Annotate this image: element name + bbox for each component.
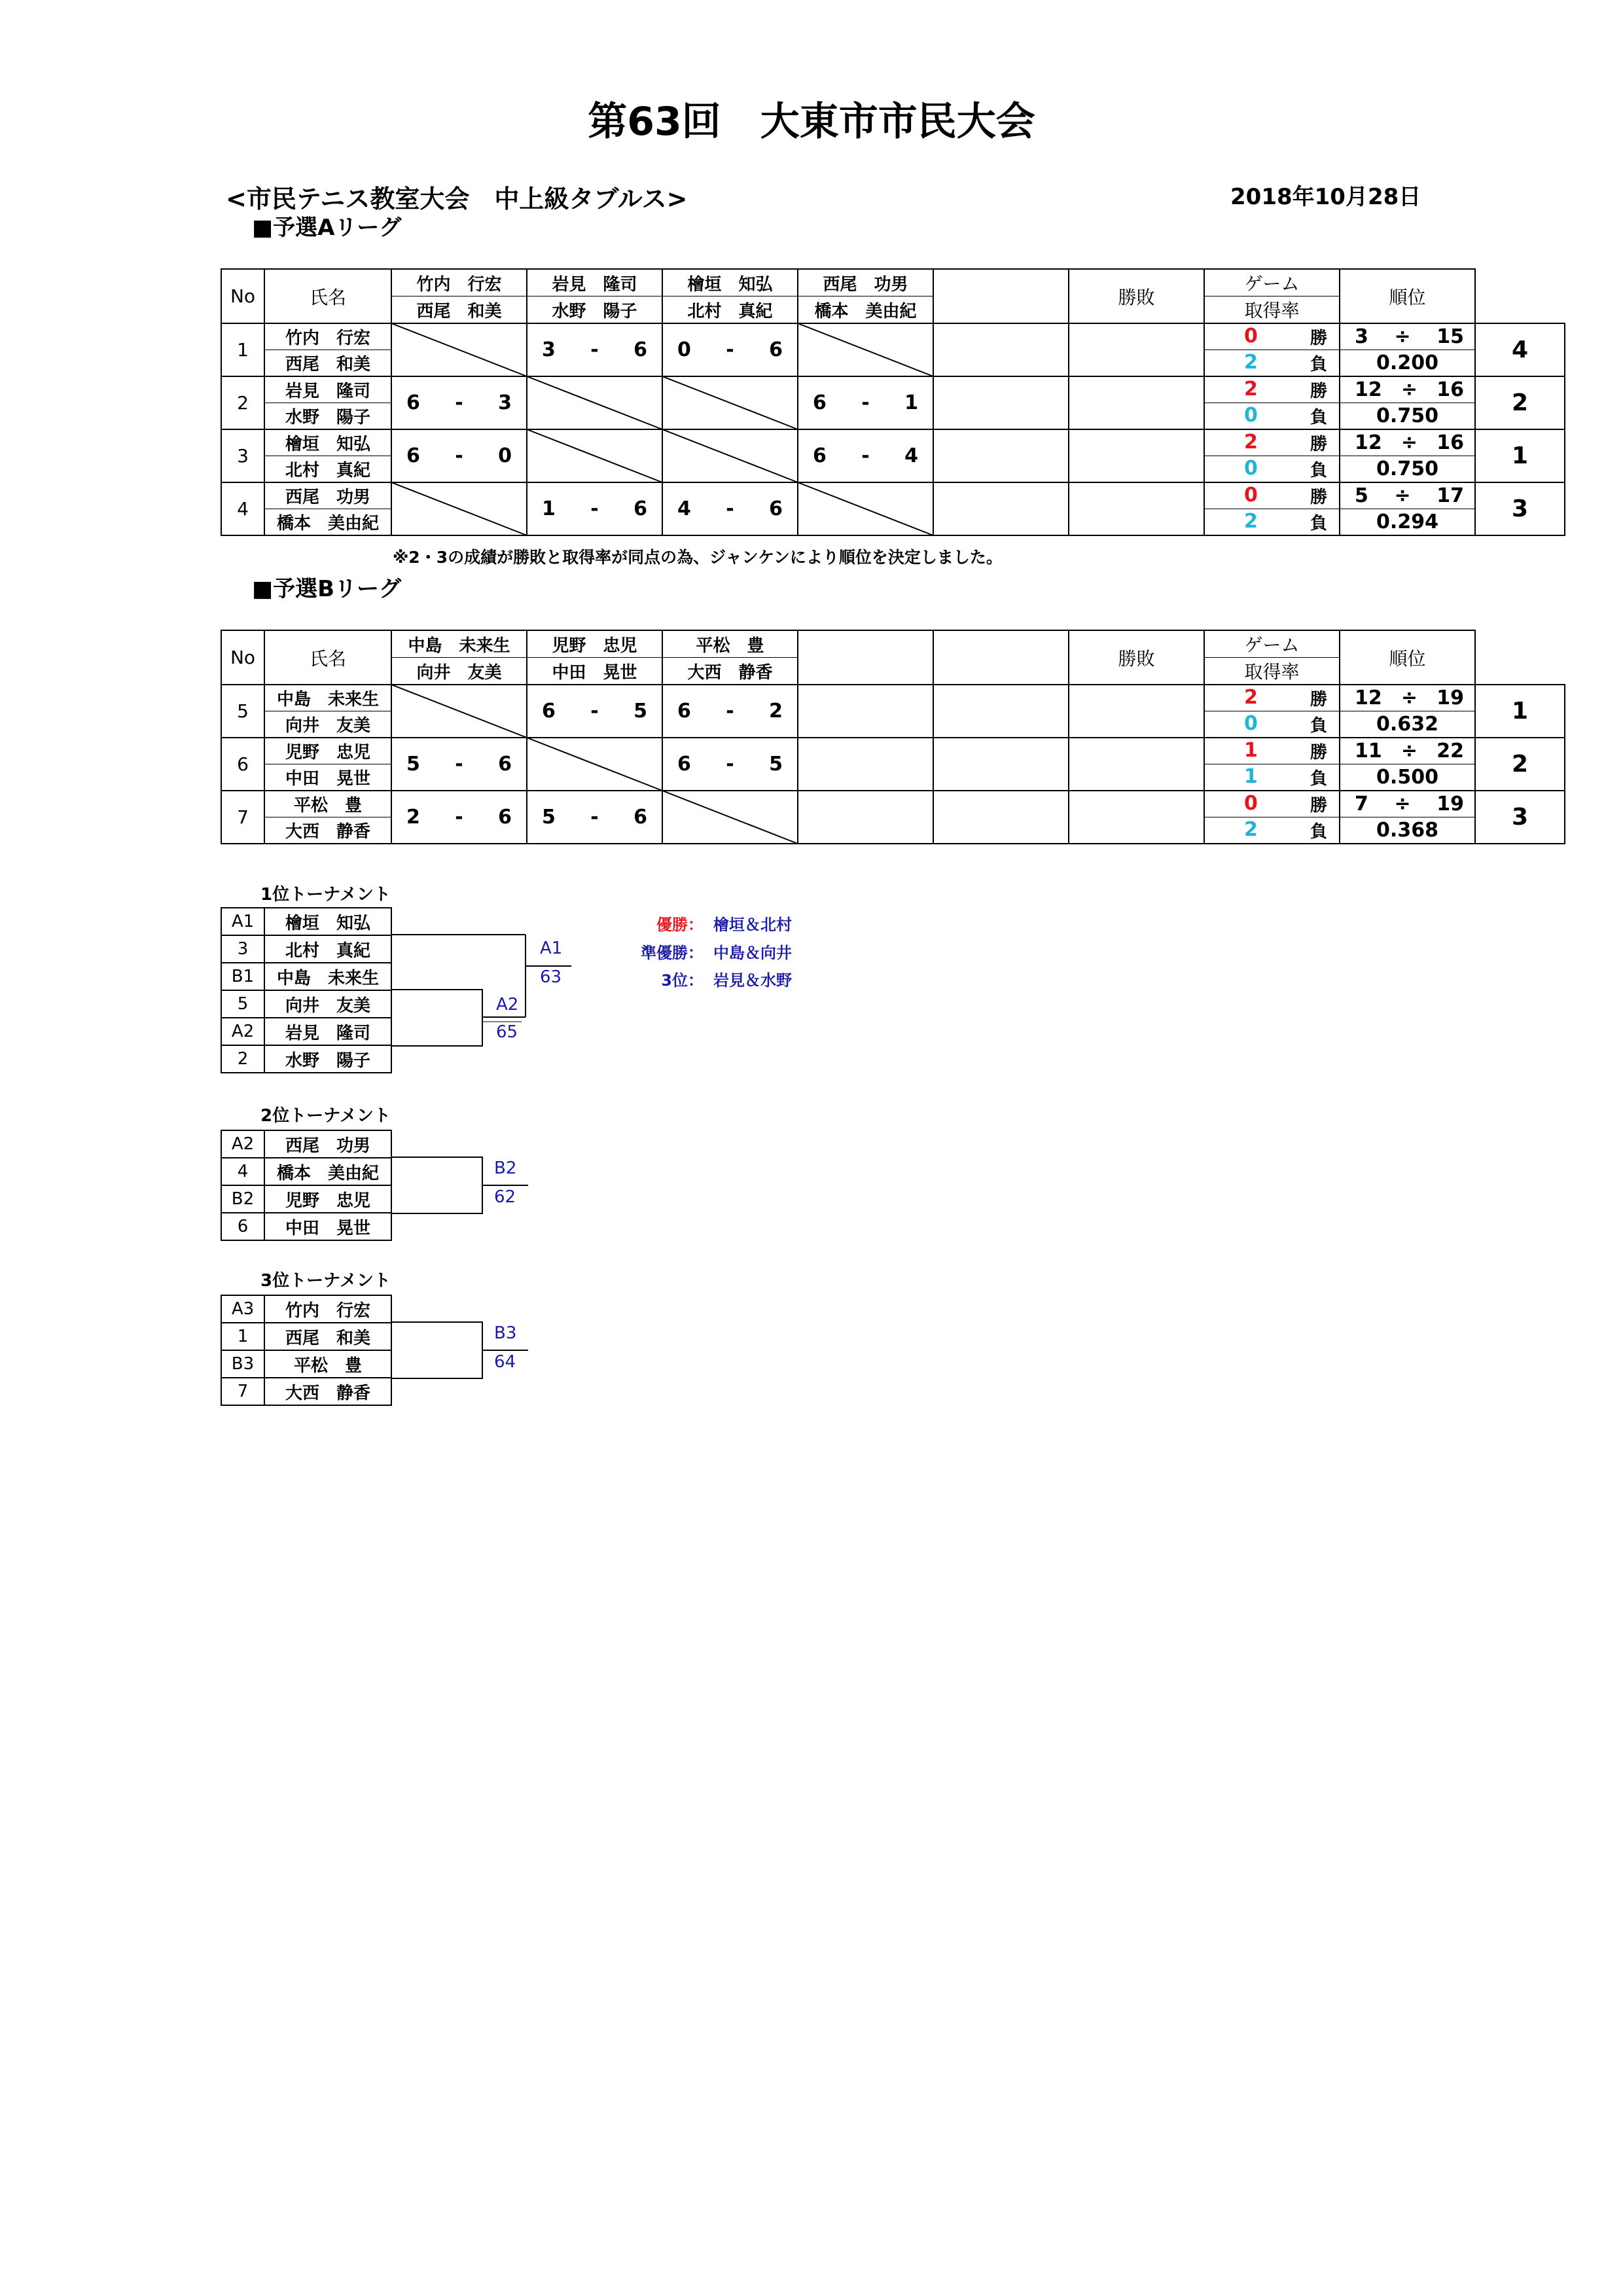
t2-score: 62 xyxy=(494,1187,516,1207)
tournament1-heading: 1位トーナメント xyxy=(260,885,391,905)
blank-cell xyxy=(798,630,933,685)
league-a-row-player2: 水野 陽子 xyxy=(264,403,391,430)
blank-cell xyxy=(933,482,1069,535)
league-a-games xyxy=(1340,376,1475,403)
score-opp: 2 xyxy=(769,700,783,723)
player-name-cell: 西尾 功男 xyxy=(264,1130,391,1158)
diagonal-cell xyxy=(798,323,933,376)
league-b-rank: 3 xyxy=(1475,791,1565,844)
blank-cell xyxy=(1069,738,1204,791)
blank-cell xyxy=(933,269,1069,323)
seed-cell: 5 xyxy=(221,990,264,1018)
blank-cell xyxy=(798,738,933,791)
score-own: 5 xyxy=(542,806,556,829)
score-own: 6 xyxy=(813,391,827,414)
diagonal-cell xyxy=(662,429,798,482)
score-own: 6 xyxy=(406,444,420,467)
score-own: 0 xyxy=(677,338,691,361)
score-own: 6 xyxy=(542,700,556,723)
win-count: 0 xyxy=(1244,325,1258,348)
league-a-col-player: 水野 陽子 xyxy=(527,296,662,324)
games-won: 11 xyxy=(1355,740,1382,762)
league-a-col-player: 西尾 和美 xyxy=(391,296,527,324)
league-a-rank: 2 xyxy=(1475,376,1565,429)
score-opp: 4 xyxy=(904,444,918,467)
league-a-rank: 3 xyxy=(1475,482,1565,535)
win-count: 1 xyxy=(1244,739,1258,762)
league-b-row-player2: 向井 友美 xyxy=(264,711,391,738)
league-a-rate: 0.294 xyxy=(1340,509,1475,536)
runnerup-label: 準優勝： xyxy=(641,944,704,962)
league-b-score-cell xyxy=(391,738,527,791)
champion-value: 檜垣＆北村 xyxy=(713,916,792,934)
league-b-header-winloss: 勝敗 xyxy=(1069,630,1204,685)
blank-cell xyxy=(933,323,1069,376)
player-name-cell: 平松 豊 xyxy=(264,1350,391,1378)
league-a-score-cell xyxy=(391,376,527,429)
league-b-score-cell xyxy=(527,685,662,738)
league-b-header-rank: 順位 xyxy=(1340,630,1475,685)
diagonal-cell xyxy=(798,482,933,535)
score-own: 2 xyxy=(406,806,420,829)
blank-cell xyxy=(1069,482,1204,535)
seed-cell: 3 xyxy=(221,935,264,963)
league-b-rate: 0.368 xyxy=(1340,817,1475,844)
score-dash: - xyxy=(726,338,734,361)
league-b-header-rate: 取得率 xyxy=(1204,658,1340,685)
league-a-loss xyxy=(1204,350,1340,377)
divide-sign: ÷ xyxy=(1400,740,1418,762)
blank-cell xyxy=(1069,429,1204,482)
player-name-cell: 児野 忠児 xyxy=(264,1185,391,1213)
player-name-cell: 竹内 行宏 xyxy=(264,1295,391,1323)
league-a-col-player: 岩見 隆司 xyxy=(527,269,662,296)
event-date: 2018年10月28日 xyxy=(1230,184,1421,210)
league-a-games xyxy=(1340,429,1475,456)
league-a-col-player: 檜垣 知弘 xyxy=(662,269,798,296)
league-a-header-rate: 取得率 xyxy=(1204,296,1340,324)
score-opp: 6 xyxy=(769,497,783,520)
blank-cell xyxy=(798,791,933,844)
league-a-row-player1: 西尾 功男 xyxy=(264,482,391,509)
champion-label: 優勝： xyxy=(656,916,704,934)
league-a-col-player: 竹内 行宏 xyxy=(391,269,527,296)
league-a-header-winloss: 勝敗 xyxy=(1069,269,1204,323)
league-a-header-name: 氏名 xyxy=(264,269,391,323)
score-own: 6 xyxy=(677,753,691,776)
league-a-rank: 1 xyxy=(1475,429,1565,482)
score-opp: 6 xyxy=(633,497,647,520)
seed-cell: B2 xyxy=(221,1185,264,1213)
league-a-rate: 0.750 xyxy=(1340,456,1475,483)
league-a-header-no: No xyxy=(221,269,264,323)
games-won: 12 xyxy=(1355,378,1382,401)
third-label: 3位： xyxy=(661,971,704,990)
diagonal-cell xyxy=(391,685,527,738)
league-a-rate: 0.750 xyxy=(1340,403,1475,430)
league-b-rate: 0.632 xyxy=(1340,711,1475,738)
player-name-cell: 檜垣 知弘 xyxy=(264,908,391,935)
score-own: 5 xyxy=(406,753,420,776)
tournament2-table xyxy=(221,1130,392,1241)
league-a-loss xyxy=(1204,456,1340,483)
score-dash: - xyxy=(455,391,463,414)
league-b-win xyxy=(1204,685,1340,711)
league-a-col-player: 西尾 功男 xyxy=(798,269,933,296)
loss-label: 負 xyxy=(1310,355,1327,374)
league-a-loss xyxy=(1204,403,1340,430)
games-won: 5 xyxy=(1355,484,1368,507)
loss-label: 負 xyxy=(1310,769,1327,789)
score-dash: - xyxy=(590,806,599,829)
seed-cell: 2 xyxy=(221,1045,264,1073)
seed-cell: A1 xyxy=(221,908,264,935)
tournament3-heading: 3位トーナメント xyxy=(260,1271,391,1291)
loss-count: 0 xyxy=(1244,457,1258,480)
league-b-games xyxy=(1340,738,1475,764)
blank-cell xyxy=(933,685,1069,738)
score-dash: - xyxy=(455,753,463,776)
league-b-loss xyxy=(1204,764,1340,791)
seed-cell: A2 xyxy=(221,1018,264,1045)
t1-semi-score: 65 xyxy=(496,1022,518,1042)
league-b-row-no: 6 xyxy=(221,738,264,791)
player-name-cell: 中田 晃世 xyxy=(264,1213,391,1240)
score-opp: 1 xyxy=(904,391,918,414)
score-dash: - xyxy=(590,700,599,723)
win-label: 勝 xyxy=(1310,488,1327,507)
league-a-table xyxy=(221,268,1565,536)
divide-sign: ÷ xyxy=(1394,793,1411,816)
blank-cell xyxy=(933,738,1069,791)
league-a-row-player1: 竹内 行宏 xyxy=(264,323,391,350)
games-total: 19 xyxy=(1436,687,1464,709)
tournament1-table xyxy=(221,907,392,1073)
player-name-cell: 北村 真紀 xyxy=(264,935,391,963)
games-total: 22 xyxy=(1436,740,1464,762)
score-dash: - xyxy=(455,806,463,829)
games-total: 15 xyxy=(1436,325,1464,348)
league-b-rate: 0.500 xyxy=(1340,764,1475,791)
league-a-row-player1: 岩見 隆司 xyxy=(264,376,391,403)
league-b-games xyxy=(1340,791,1475,817)
score-opp: 5 xyxy=(633,700,647,723)
seed-cell: 6 xyxy=(221,1213,264,1240)
league-b-col-player: 中田 晃世 xyxy=(527,658,662,685)
league-a-row-player1: 檜垣 知弘 xyxy=(264,429,391,456)
player-name-cell: 中島 未来生 xyxy=(264,963,391,990)
player-name-cell: 岩見 隆司 xyxy=(264,1018,391,1045)
league-b-rank: 2 xyxy=(1475,738,1565,791)
loss-label: 負 xyxy=(1310,514,1327,533)
league-a-heading: ■予選Aリーグ xyxy=(252,215,402,241)
score-own: 6 xyxy=(677,700,691,723)
blank-cell xyxy=(933,791,1069,844)
league-a-score-cell xyxy=(527,482,662,535)
league-a-win xyxy=(1204,429,1340,456)
tournament3-table xyxy=(221,1295,392,1406)
league-a-score-cell xyxy=(662,482,798,535)
league-b-row-no: 7 xyxy=(221,791,264,844)
league-a-col-player: 北村 真紀 xyxy=(662,296,798,324)
player-name-cell: 西尾 和美 xyxy=(264,1323,391,1350)
blank-cell xyxy=(933,630,1069,685)
loss-count: 2 xyxy=(1244,510,1258,533)
loss-label: 負 xyxy=(1310,716,1327,736)
score-dash: - xyxy=(455,444,463,467)
divide-sign: ÷ xyxy=(1400,378,1418,401)
league-b-col-player: 大西 静香 xyxy=(662,658,798,685)
league-a-row-no: 4 xyxy=(221,482,264,535)
league-a-row-no: 1 xyxy=(221,323,264,376)
league-b-header-game: ゲーム xyxy=(1204,630,1340,658)
league-b-header-no: No xyxy=(221,630,264,685)
league-b-score-cell xyxy=(527,791,662,844)
league-b-score-cell xyxy=(391,791,527,844)
league-b-header-name: 氏名 xyxy=(264,630,391,685)
win-label: 勝 xyxy=(1310,743,1327,762)
seed-cell: A2 xyxy=(221,1130,264,1158)
league-b-table xyxy=(221,630,1565,844)
league-b-row-player1: 平松 豊 xyxy=(264,791,391,817)
loss-count: 0 xyxy=(1244,712,1258,735)
games-won: 12 xyxy=(1355,687,1382,709)
league-b-row-player2: 大西 静香 xyxy=(264,817,391,844)
seed-cell: 4 xyxy=(221,1158,264,1185)
league-a-header-game: ゲーム xyxy=(1204,269,1340,296)
t2-winner: B2 xyxy=(494,1158,517,1178)
score-opp: 6 xyxy=(498,753,512,776)
seed-cell: 7 xyxy=(221,1378,264,1405)
divide-sign: ÷ xyxy=(1394,484,1411,507)
win-label: 勝 xyxy=(1310,796,1327,816)
seed-cell: 1 xyxy=(221,1323,264,1350)
league-b-col-player: 児野 忠児 xyxy=(527,630,662,658)
score-own: 6 xyxy=(406,391,420,414)
league-b-col-player: 平松 豊 xyxy=(662,630,798,658)
win-count: 2 xyxy=(1244,378,1258,401)
blank-cell xyxy=(1069,685,1204,738)
league-a-win xyxy=(1204,323,1340,350)
league-a-row-no: 3 xyxy=(221,429,264,482)
diagonal-cell xyxy=(391,482,527,535)
t3-winner: B3 xyxy=(494,1323,517,1343)
league-a-score-cell xyxy=(798,376,933,429)
league-a-rank: 4 xyxy=(1475,323,1565,376)
score-opp: 3 xyxy=(498,391,512,414)
score-opp: 6 xyxy=(633,806,647,829)
league-a-row-player2: 橋本 美由紀 xyxy=(264,509,391,536)
blank-cell xyxy=(1069,376,1204,429)
diagonal-cell xyxy=(527,429,662,482)
score-own: 3 xyxy=(542,338,556,361)
divide-sign: ÷ xyxy=(1394,325,1411,348)
tournament2-heading: 2位トーナメント xyxy=(260,1106,391,1126)
league-b-row-player1: 児野 忠児 xyxy=(264,738,391,764)
score-dash: - xyxy=(590,497,599,520)
win-label: 勝 xyxy=(1310,690,1327,709)
win-count: 2 xyxy=(1244,431,1258,454)
diagonal-cell xyxy=(391,323,527,376)
t1-semi-winner: A2 xyxy=(496,995,519,1014)
event-subtitle: <市民テニス教室大会 中上級タブルス> xyxy=(226,185,688,213)
league-a-games xyxy=(1340,482,1475,509)
win-label: 勝 xyxy=(1310,435,1327,454)
league-b-score-cell xyxy=(662,738,798,791)
league-b-win xyxy=(1204,738,1340,764)
seed-cell: B1 xyxy=(221,963,264,990)
league-b-rank: 1 xyxy=(1475,685,1565,738)
league-a-games xyxy=(1340,323,1475,350)
score-dash: - xyxy=(590,338,599,361)
loss-count: 2 xyxy=(1244,351,1258,374)
runnerup-value: 中島＆向井 xyxy=(713,944,792,962)
t3-score: 64 xyxy=(494,1352,516,1372)
score-own: 6 xyxy=(813,444,827,467)
diagonal-cell xyxy=(662,791,798,844)
divide-sign: ÷ xyxy=(1400,431,1418,454)
loss-count: 0 xyxy=(1244,404,1258,427)
win-count: 0 xyxy=(1244,484,1258,507)
loss-count: 2 xyxy=(1244,818,1258,841)
league-b-win xyxy=(1204,791,1340,817)
loss-label: 負 xyxy=(1310,822,1327,842)
t1-final-winner: A1 xyxy=(540,939,563,958)
score-opp: 0 xyxy=(498,444,512,467)
score-dash: - xyxy=(861,444,870,467)
divide-sign: ÷ xyxy=(1400,687,1418,709)
league-a-win xyxy=(1204,482,1340,509)
score-opp: 6 xyxy=(633,338,647,361)
win-count: 0 xyxy=(1244,792,1258,815)
league-a-row-no: 2 xyxy=(221,376,264,429)
league-b-loss xyxy=(1204,817,1340,844)
score-dash: - xyxy=(726,497,734,520)
league-a-score-cell xyxy=(798,429,933,482)
blank-cell xyxy=(798,685,933,738)
score-own: 4 xyxy=(677,497,691,520)
league-a-note: ※2・3の成績が勝敗と取得率が同点の為、ジャンケンにより順位を決定しました。 xyxy=(393,548,1003,567)
league-a-score-cell xyxy=(662,323,798,376)
league-a-row-player2: 西尾 和美 xyxy=(264,350,391,377)
score-dash: - xyxy=(861,391,870,414)
score-own: 1 xyxy=(542,497,556,520)
league-b-loss xyxy=(1204,711,1340,738)
seed-cell: A3 xyxy=(221,1295,264,1323)
loss-label: 負 xyxy=(1310,461,1327,480)
loss-count: 1 xyxy=(1244,765,1258,788)
score-dash: - xyxy=(726,700,734,723)
league-b-col-player: 向井 友美 xyxy=(391,658,527,685)
score-opp: 5 xyxy=(769,753,783,776)
loss-label: 負 xyxy=(1310,408,1327,427)
third-value: 岩見＆水野 xyxy=(713,971,792,990)
league-b-heading: ■予選Bリーグ xyxy=(252,576,402,602)
score-dash: - xyxy=(726,753,734,776)
league-b-score-cell xyxy=(662,685,798,738)
win-count: 2 xyxy=(1244,686,1258,709)
league-b-row-player1: 中島 未来生 xyxy=(264,685,391,711)
league-a-row-player2: 北村 真紀 xyxy=(264,456,391,483)
seed-cell: B3 xyxy=(221,1350,264,1378)
league-a-score-cell xyxy=(527,323,662,376)
diagonal-cell xyxy=(527,376,662,429)
games-total: 19 xyxy=(1436,793,1464,816)
league-b-row-no: 5 xyxy=(221,685,264,738)
player-name-cell: 橋本 美由紀 xyxy=(264,1158,391,1185)
games-total: 17 xyxy=(1436,484,1464,507)
player-name-cell: 向井 友美 xyxy=(264,990,391,1018)
league-a-header-rank: 順位 xyxy=(1340,269,1475,323)
blank-cell xyxy=(933,376,1069,429)
games-total: 16 xyxy=(1436,378,1464,401)
diagonal-cell xyxy=(662,376,798,429)
league-a-score-cell xyxy=(391,429,527,482)
league-a-col-player: 橋本 美由紀 xyxy=(798,296,933,324)
blank-cell xyxy=(933,429,1069,482)
score-opp: 6 xyxy=(769,338,783,361)
league-a-rate: 0.200 xyxy=(1340,350,1475,377)
blank-cell xyxy=(1069,323,1204,376)
tournament1-bracket xyxy=(391,907,587,1077)
player-name-cell: 水野 陽子 xyxy=(264,1045,391,1073)
win-label: 勝 xyxy=(1310,382,1327,401)
win-label: 勝 xyxy=(1310,329,1327,348)
league-b-col-player: 中島 未来生 xyxy=(391,630,527,658)
league-a-loss xyxy=(1204,509,1340,536)
games-won: 3 xyxy=(1355,325,1368,348)
league-a-win xyxy=(1204,376,1340,403)
games-total: 16 xyxy=(1436,431,1464,454)
games-won: 12 xyxy=(1355,431,1382,454)
score-opp: 6 xyxy=(498,806,512,829)
league-b-games xyxy=(1340,685,1475,711)
games-won: 7 xyxy=(1355,793,1368,816)
player-name-cell: 大西 静香 xyxy=(264,1378,391,1405)
t1-final-score: 63 xyxy=(540,967,562,987)
league-b-row-player2: 中田 晃世 xyxy=(264,764,391,791)
diagonal-cell xyxy=(527,738,662,791)
page-title: 第63回 大東市市民大会 xyxy=(588,99,1035,145)
blank-cell xyxy=(1069,791,1204,844)
